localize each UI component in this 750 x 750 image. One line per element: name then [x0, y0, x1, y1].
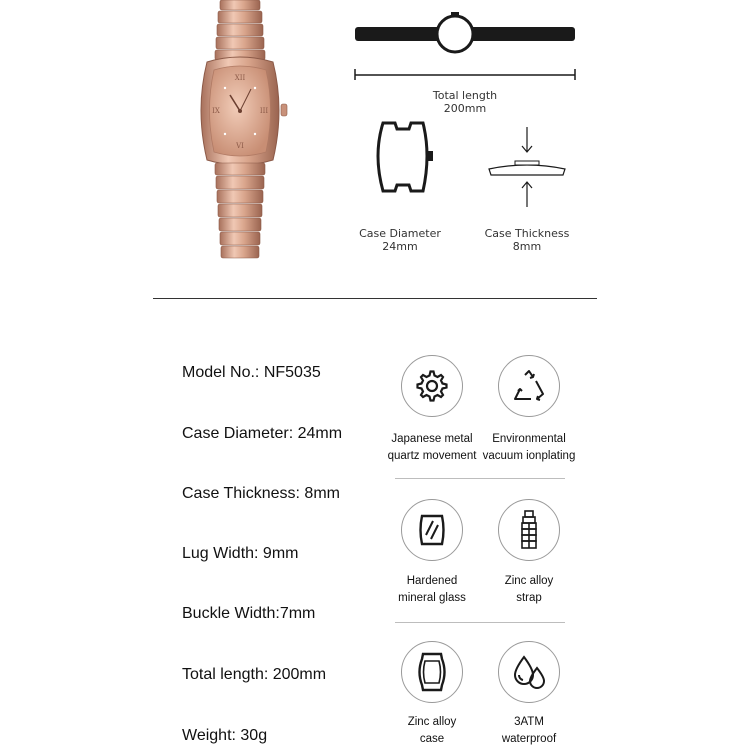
- total-length-label: Total length: [432, 89, 498, 102]
- spec-weight: Weight: 30g: [182, 727, 268, 744]
- spec-model: Model No.: NF5035: [182, 364, 321, 381]
- spec-total-length: Total length: 200mm: [182, 666, 327, 683]
- feature-strap-label: Zinc alloy strap: [504, 575, 554, 604]
- feature-strap-badge: [498, 499, 560, 561]
- water-drops-icon: [511, 655, 547, 689]
- strap-icon: [519, 510, 539, 550]
- feature-divider-1: [395, 478, 565, 479]
- feature-movement-label: Japanese metal quartz movement: [387, 433, 477, 462]
- case-thickness-diagram: [485, 125, 570, 210]
- feature-case-badge: [401, 641, 463, 703]
- glass-icon: [417, 513, 447, 547]
- svg-text:III: III: [259, 107, 269, 115]
- spec-buckle-width: Buckle Width:7mm: [182, 605, 316, 622]
- feature-glass-label: Hardened mineral glass: [398, 575, 466, 604]
- feature-waterproof-badge: [498, 641, 560, 703]
- case-thickness-caption: [472, 227, 582, 253]
- case-diameter-value: 24mm: [382, 240, 418, 253]
- feature-case-label: Zinc alloy case: [407, 716, 457, 745]
- spec-lug-width: Lug Width: 9mm: [182, 545, 299, 562]
- total-length-value: 200mm: [443, 102, 487, 115]
- case-thickness-label: Case Thickness: [484, 227, 570, 240]
- svg-text:XII: XII: [234, 74, 246, 82]
- spec-case-thickness: Case Thickness: 8mm: [182, 485, 340, 502]
- feature-movement-badge: [401, 355, 463, 417]
- spec-case-diameter: Case Diameter: 24mm: [182, 425, 343, 442]
- case-diameter-diagram: [365, 115, 440, 200]
- total-length-caption: [400, 89, 530, 115]
- watch-case-icon: [417, 652, 447, 692]
- svg-text:IX: IX: [212, 107, 220, 115]
- feature-waterproof-label: 3ATM waterproof: [501, 716, 557, 745]
- gear-icon: [415, 369, 449, 403]
- total-length-diagram: [350, 10, 580, 80]
- case-thickness-value: 8mm: [512, 240, 542, 253]
- feature-plating-label: Environmental vacuum ionplating: [482, 433, 576, 462]
- feature-divider-2: [395, 622, 565, 623]
- watch-photo: [185, 0, 295, 260]
- feature-glass-badge: [401, 499, 463, 561]
- case-diameter-label: Case Diameter: [359, 227, 441, 240]
- recycle-icon: [510, 369, 548, 403]
- case-diameter-caption: [345, 227, 455, 253]
- section-divider: [153, 298, 597, 299]
- feature-plating-badge: [498, 355, 560, 417]
- svg-text:VI: VI: [236, 142, 244, 150]
